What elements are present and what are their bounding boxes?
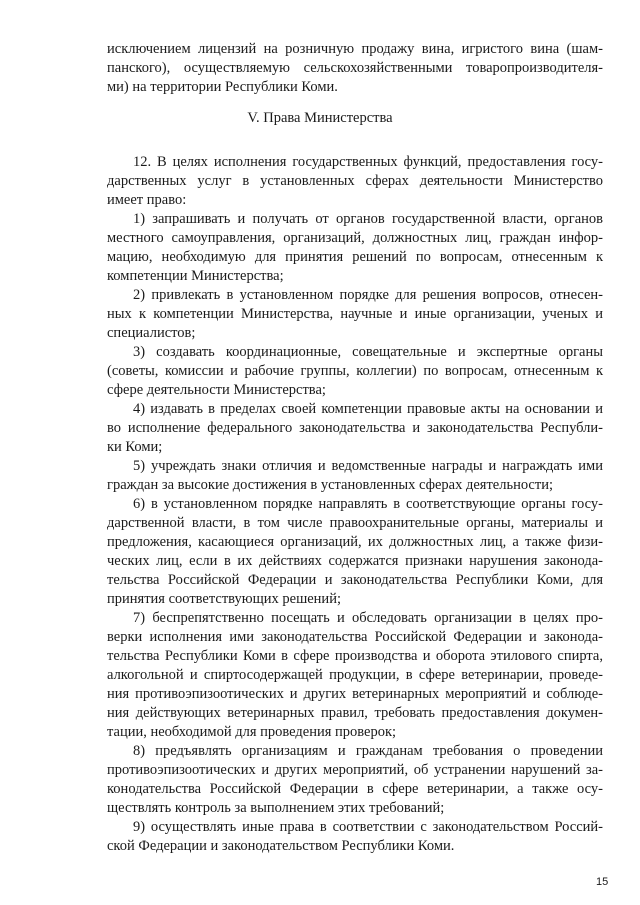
intro-line: исключением лицензий на розничную продажу вина, игристого вина (шам- <box>107 41 603 57</box>
paragraph-12-line: имеет право: <box>107 192 187 208</box>
intro-line: панского), осуществляемую сельскохозяйственными товаропроизводителя- <box>107 60 603 76</box>
right-6-line: тельства Российской Федерации и законодательства Республики Коми, для <box>107 572 603 588</box>
right-4-line: 4) издавать в пределах своей компетенции правовые акты на основании и <box>133 401 603 417</box>
right-7-line: тации, необходимой для проведения проверок; <box>107 724 397 740</box>
right-1-line: местного самоуправления, организаций, должностных лиц, граждан инфор- <box>107 230 603 246</box>
right-2-line: ных к компетенции Министерства, научные и иные организации, ученых и <box>107 306 603 322</box>
right-7-line: 7) беспрепятственно посещать и обследовать организации в целях про- <box>133 610 603 626</box>
right-5-line: граждан за высокие достижения в установленных сферах деятельности; <box>107 477 553 493</box>
right-3-line: 3) создавать координационные, совещательные и экспертные органы <box>133 344 603 360</box>
page-number: 15 <box>596 876 609 888</box>
right-9-line: 9) осуществлять иные права в соответствии с законодательством Россий- <box>133 819 603 835</box>
right-1-line: 1) запрашивать и получать от органов государственной власти, органов <box>133 211 603 227</box>
right-5-line: 5) учреждать знаки отличия и ведомственные награды и награждать ими <box>133 458 603 474</box>
right-7-line: ния противоэпизоотических и других ветеринарных мероприятий и соблюде- <box>107 686 603 702</box>
right-3-line: (советы, комиссии и рабочие группы, коллегии) по вопросам, отнесенным к <box>107 363 603 379</box>
right-1-line: компетенции Министерства; <box>107 268 284 284</box>
right-6-line: ческих лиц, если в их действиях содержатся признаки нарушения законода- <box>107 553 603 569</box>
right-7-line: ния действующих ветеринарных правил, требовать предоставления докумен- <box>107 705 603 721</box>
right-8-line: конодательства Российской Федерации в сфере ветеринарии, а также осу- <box>107 781 603 797</box>
right-7-line: тельства Республики Коми в сфере производства и оборота этилового спирта, <box>107 648 603 664</box>
right-8-line: противоэпизоотических и других мероприятий, об устранении нарушений за- <box>107 762 603 778</box>
paragraph-12-line: дарственных услуг в установленных сферах деятельности Министерство <box>107 173 603 189</box>
right-6-line: дарственной власти, в том числе правоохранительные органы, материалы и <box>107 515 603 531</box>
right-2-line: 2) привлекать в установленном порядке для решения вопросов, отнесен- <box>133 287 603 303</box>
right-7-line: верки исполнения ими законодательства Российской Федерации и законода- <box>107 629 603 645</box>
right-1-line: мацию, необходимую для принятия решений по вопросам, отнесенным к <box>107 249 603 265</box>
right-6-line: 6) в установленном порядке направлять в соответствующие органы госу- <box>133 496 603 512</box>
right-8-line: 8) предъявлять организациям и гражданам требования о проведении <box>133 743 603 759</box>
right-7-line: алкогольной и спиртосодержащей продукции, в сфере ветеринарии, проведе- <box>107 667 603 683</box>
right-6-line: предложения, касающиеся организаций, их должностных лиц, а также физи- <box>107 534 603 550</box>
right-4-line: во исполнение федерального законодательства и законодательства Республи- <box>107 420 603 436</box>
right-6-line: принятия соответствующих решений; <box>107 591 341 607</box>
right-3-line: сфере деятельности Министерства; <box>107 382 326 398</box>
right-8-line: ществлять контроль за выполнением этих требований; <box>107 800 445 816</box>
intro-line: ми) на территории Республики Коми. <box>107 79 338 95</box>
section-title: V. Права Министерства <box>247 110 393 126</box>
paragraph-12-line: 12. В целях исполнения государственных функций, предоставления госу- <box>133 154 603 170</box>
right-4-line: ки Коми; <box>107 439 163 455</box>
right-2-line: специалистов; <box>107 325 196 341</box>
right-9-line: ской Федерации и законодательством Республики Коми. <box>107 838 455 854</box>
